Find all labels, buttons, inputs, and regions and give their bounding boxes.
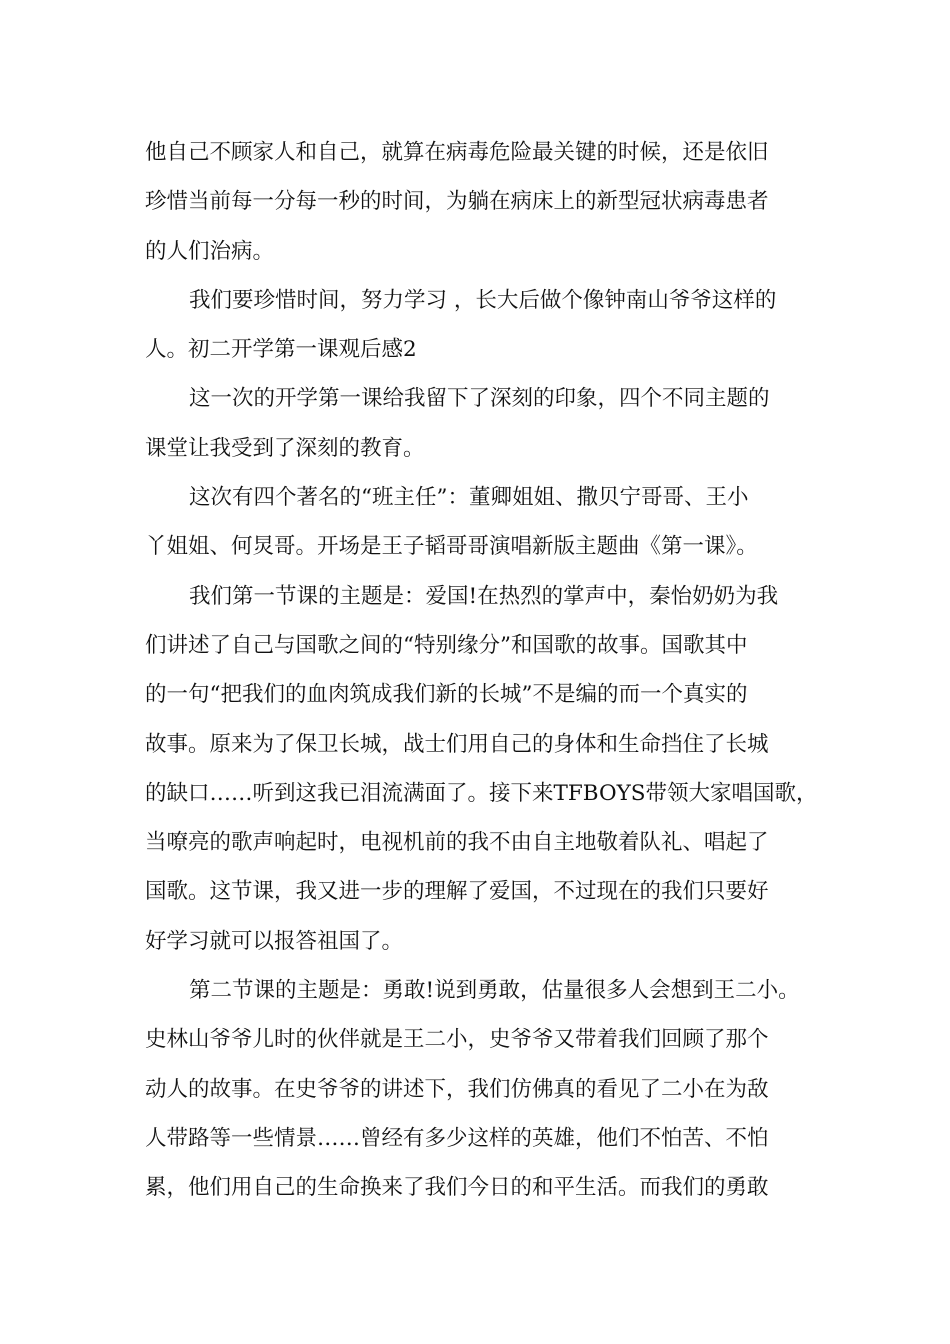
- text-line: 人带路等一些情景……曾经有多少这样的英雄，他们不怕苦、不怕: [145, 1125, 769, 1151]
- text-line: 的一句“把我们的血肉筑成我们新的长城”不是编的而一个真实的: [145, 682, 748, 708]
- text-line: 好学习就可以报答祖国了。: [145, 928, 404, 954]
- text-line: 这一次的开学第一课给我留下了深刻的印象，四个不同主题的: [189, 386, 770, 412]
- text-line: 故事。原来为了保卫长城，战士们用自己的身体和生命挡住了长城: [145, 731, 769, 757]
- text-line: 的人们治病。: [145, 238, 275, 264]
- text-line: 我们要珍惜时间，努力学习 ，长大后做个像钟南山爷爷这样的: [189, 287, 777, 313]
- text-line: 丫姐姐、何炅哥。开场是王子韬哥哥演唱新版主题曲《第一课》。: [145, 534, 758, 560]
- text-line: 当嘹亮的歌声响起时，电视机前的我不由自主地敬着队礼、唱起了: [145, 830, 769, 856]
- text-line: 他自己不顾家人和自己，就算在病毒危险最关键的时候，还是依旧: [145, 140, 769, 165]
- text-line: 课堂让我受到了深刻的教育。: [145, 435, 425, 461]
- text-line: 这次有四个著名的“班主任”：董卿姐姐、撒贝宁哥哥、王小: [189, 485, 749, 511]
- text-line: 们讲述了自己与国歌之间的“特别缘分”和国歌的故事。国歌其中: [145, 632, 748, 658]
- text-line: 我们第一节课的主题是：爱国!在热烈的掌声中，秦怡奶奶为我: [189, 583, 779, 609]
- text-line: 第二节课的主题是：勇敢!说到勇敢，估量很多人会想到王二小。: [189, 978, 800, 1004]
- text-line: 动人的故事。在史爷爷的讲述下，我们仿佛真的看见了二小在为敌: [145, 1076, 769, 1102]
- text-line: 累，他们用自己的生命换来了我们今日的和平生活。而我们的勇敢: [145, 1175, 769, 1201]
- text-line: 国歌。这节课，我又进一步的理解了爱国，不过现在的我们只要好: [145, 879, 769, 905]
- body-text: [145, 128, 825, 1213]
- text-line: 史林山爷爷儿时的伙伴就是王二小，史爷爷又带着我们回顾了那个: [145, 1027, 769, 1053]
- text-line: 的缺口……听到这我已泪流满面了。接下来TFBOYS带领大家唱国歌，: [145, 780, 818, 806]
- text-line: 珍惜当前每一分每一秒的时间，为躺在病床上的新型冠状病毒患者: [145, 189, 769, 215]
- text-line: 人。初二开学第一课观后感2: [145, 337, 417, 363]
